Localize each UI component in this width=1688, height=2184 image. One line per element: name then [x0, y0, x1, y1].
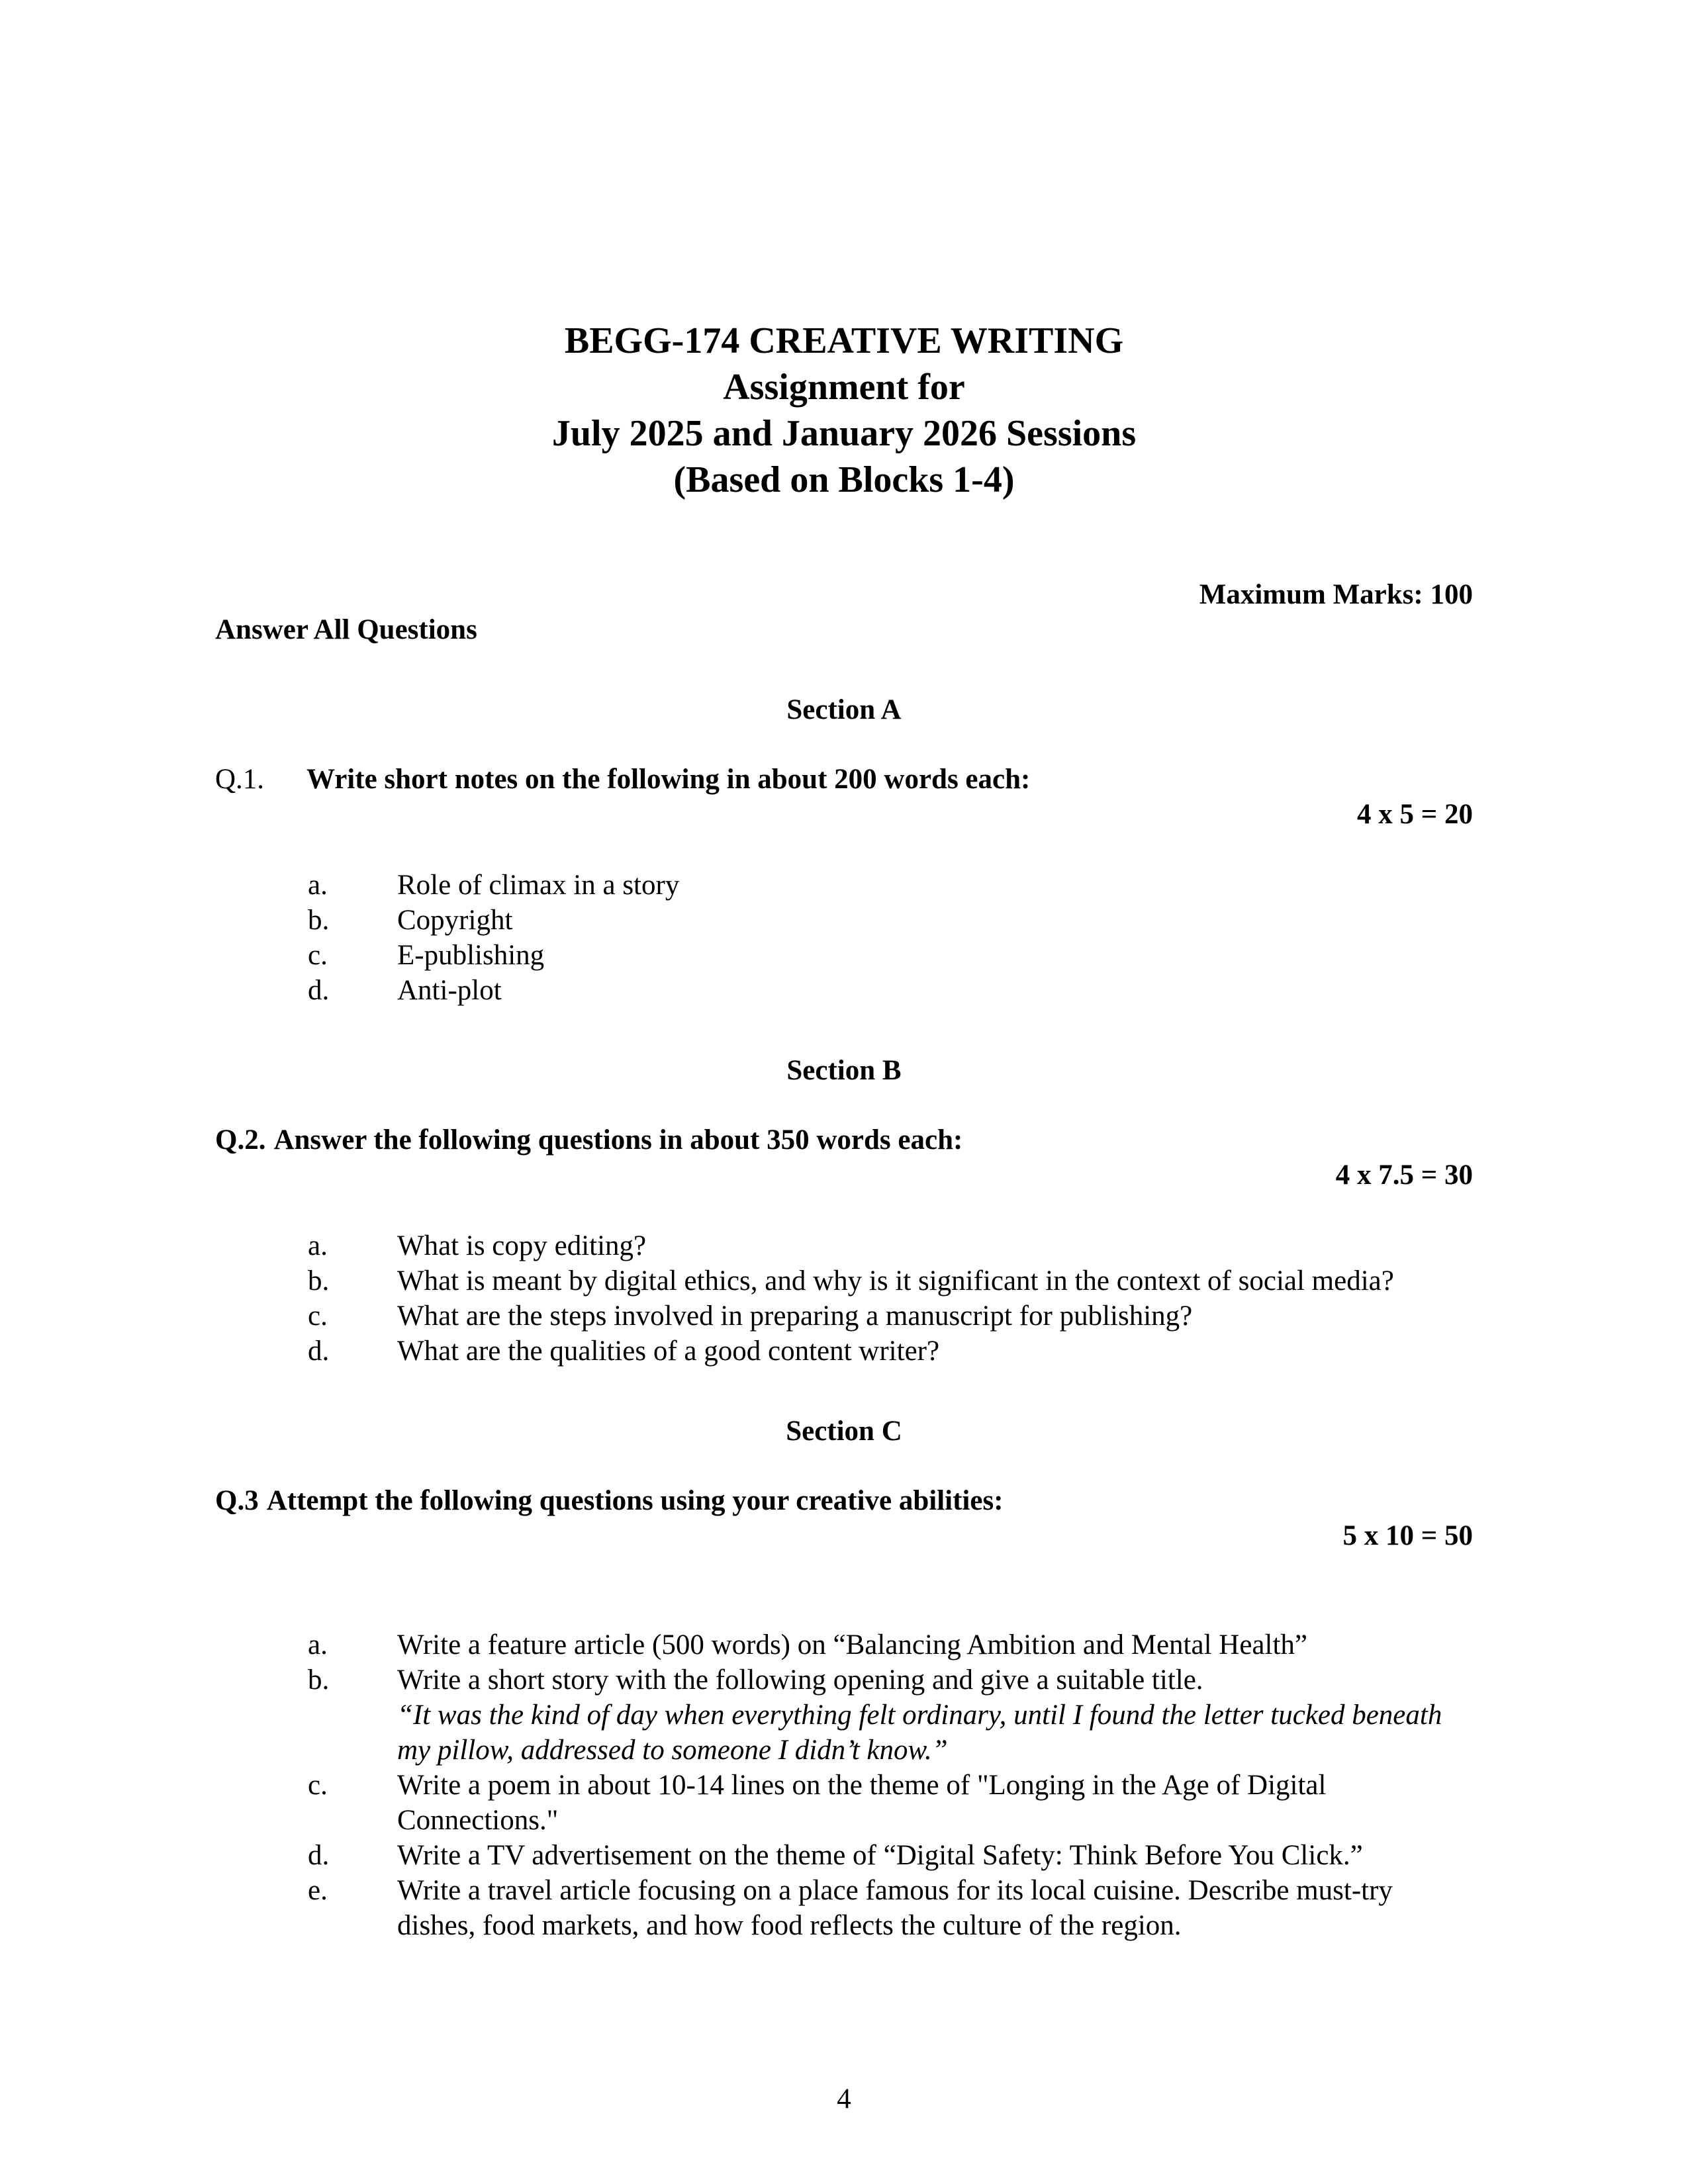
- item-text: Write a TV advertisement on the theme of “Digital Safety: Think Before You Click.”: [397, 1840, 1363, 1871]
- title-line: (Based on Blocks 1-4): [673, 459, 1015, 500]
- list-item: [308, 1627, 1473, 1662]
- item-label: e.: [308, 1875, 328, 1906]
- list-item: [308, 1228, 1473, 1263]
- item-text: Role of climax in a story: [397, 870, 680, 901]
- question-3: [215, 1483, 1473, 1518]
- item-text: Anti-plot: [397, 975, 502, 1006]
- question-2: [215, 1122, 1473, 1158]
- marks-line: 5 x 10 = 50: [1342, 1520, 1473, 1551]
- answer-all-instruction: Answer All Questions: [215, 614, 477, 645]
- question-3-items: [215, 1627, 1473, 1943]
- item-label: c.: [308, 1770, 328, 1801]
- section-heading: Section C: [786, 1416, 902, 1447]
- item-text: What is meant by digital ethics, and why is it significant in the context of social media?: [397, 1265, 1394, 1297]
- item-label: c.: [308, 940, 328, 971]
- title-line: BEGG-174 CREATIVE WRITING: [564, 320, 1124, 361]
- item-text: [397, 1662, 1473, 1768]
- list-item: [308, 1768, 1473, 1838]
- question-1: [215, 762, 1473, 797]
- item-text: What are the steps involved in preparing a manuscript for publishing?: [397, 1300, 1193, 1332]
- list-item: [308, 1838, 1473, 1873]
- list-item: [308, 1263, 1473, 1298]
- marks-line: 4 x 7.5 = 30: [1335, 1160, 1473, 1191]
- section-c: [215, 1414, 1473, 1943]
- question-text: Attempt the following questions using your creative abilities:: [266, 1485, 1004, 1516]
- item-label: a.: [308, 1230, 328, 1261]
- item-label: b.: [308, 1664, 330, 1696]
- section-b: [215, 1053, 1473, 1369]
- list-item: [308, 903, 1473, 938]
- title-line: July 2025 and January 2026 Sessions: [551, 413, 1137, 454]
- item-label: c.: [308, 1300, 328, 1332]
- list-item: [308, 868, 1473, 903]
- document-title: [215, 318, 1473, 503]
- item-text: Write a feature article (500 words) on “Balancing Ambition and Mental Health”: [397, 1629, 1307, 1661]
- list-item: [308, 973, 1473, 1008]
- question-1-items: [215, 868, 1473, 1008]
- section-a: [215, 692, 1473, 1008]
- marks-line: 4 x 5 = 20: [1356, 799, 1473, 830]
- item-text: What are the qualities of a good content writer?: [397, 1336, 940, 1367]
- question-text: Write short notes on the following in about 200 words each:: [306, 764, 1031, 795]
- item-label: b.: [308, 905, 330, 936]
- question-text: Answer the following questions in about 350 words each:: [273, 1124, 963, 1156]
- item-label: b.: [308, 1265, 330, 1297]
- item-label: d.: [308, 975, 330, 1006]
- list-item: [308, 938, 1473, 973]
- list-item: [308, 1298, 1473, 1334]
- section-heading: Section A: [786, 694, 902, 725]
- item-label: a.: [308, 1629, 328, 1661]
- question-number: Q.1.: [215, 764, 265, 795]
- item-label: d.: [308, 1336, 330, 1367]
- item-text: Copyright: [397, 905, 513, 936]
- section-heading: Section B: [786, 1055, 902, 1086]
- page-number: 4: [837, 2083, 851, 2115]
- item-text: Write a poem in about 10-14 lines on the theme of "Longing in the Age of Digital Connections.": [397, 1770, 1327, 1836]
- list-item: [308, 1873, 1473, 1943]
- item-text-main: Write a short story with the following opening and give a suitable title.: [397, 1664, 1203, 1696]
- list-item: [308, 1334, 1473, 1369]
- item-label: a.: [308, 870, 328, 901]
- story-opening-quote: “It was the kind of day when everything felt ordinary, until I found the letter tucked beneath my pillow, addressed to someone I didn’t know.”: [397, 1700, 1442, 1766]
- question-number: Q.3: [215, 1485, 259, 1516]
- question-2-items: [215, 1228, 1473, 1369]
- item-text: Write a travel article focusing on a place famous for its local cuisine. Describe must-try dishes, food markets, and how food reflects the culture of the region.: [397, 1875, 1393, 1941]
- question-number: Q.2.: [215, 1124, 266, 1156]
- maximum-marks: Maximum Marks: 100: [1199, 579, 1473, 610]
- title-line: Assignment for: [723, 367, 965, 408]
- item-text: E-publishing: [397, 940, 545, 971]
- item-text: What is copy editing?: [397, 1230, 647, 1261]
- list-item: [308, 1662, 1473, 1768]
- item-label: d.: [308, 1840, 330, 1871]
